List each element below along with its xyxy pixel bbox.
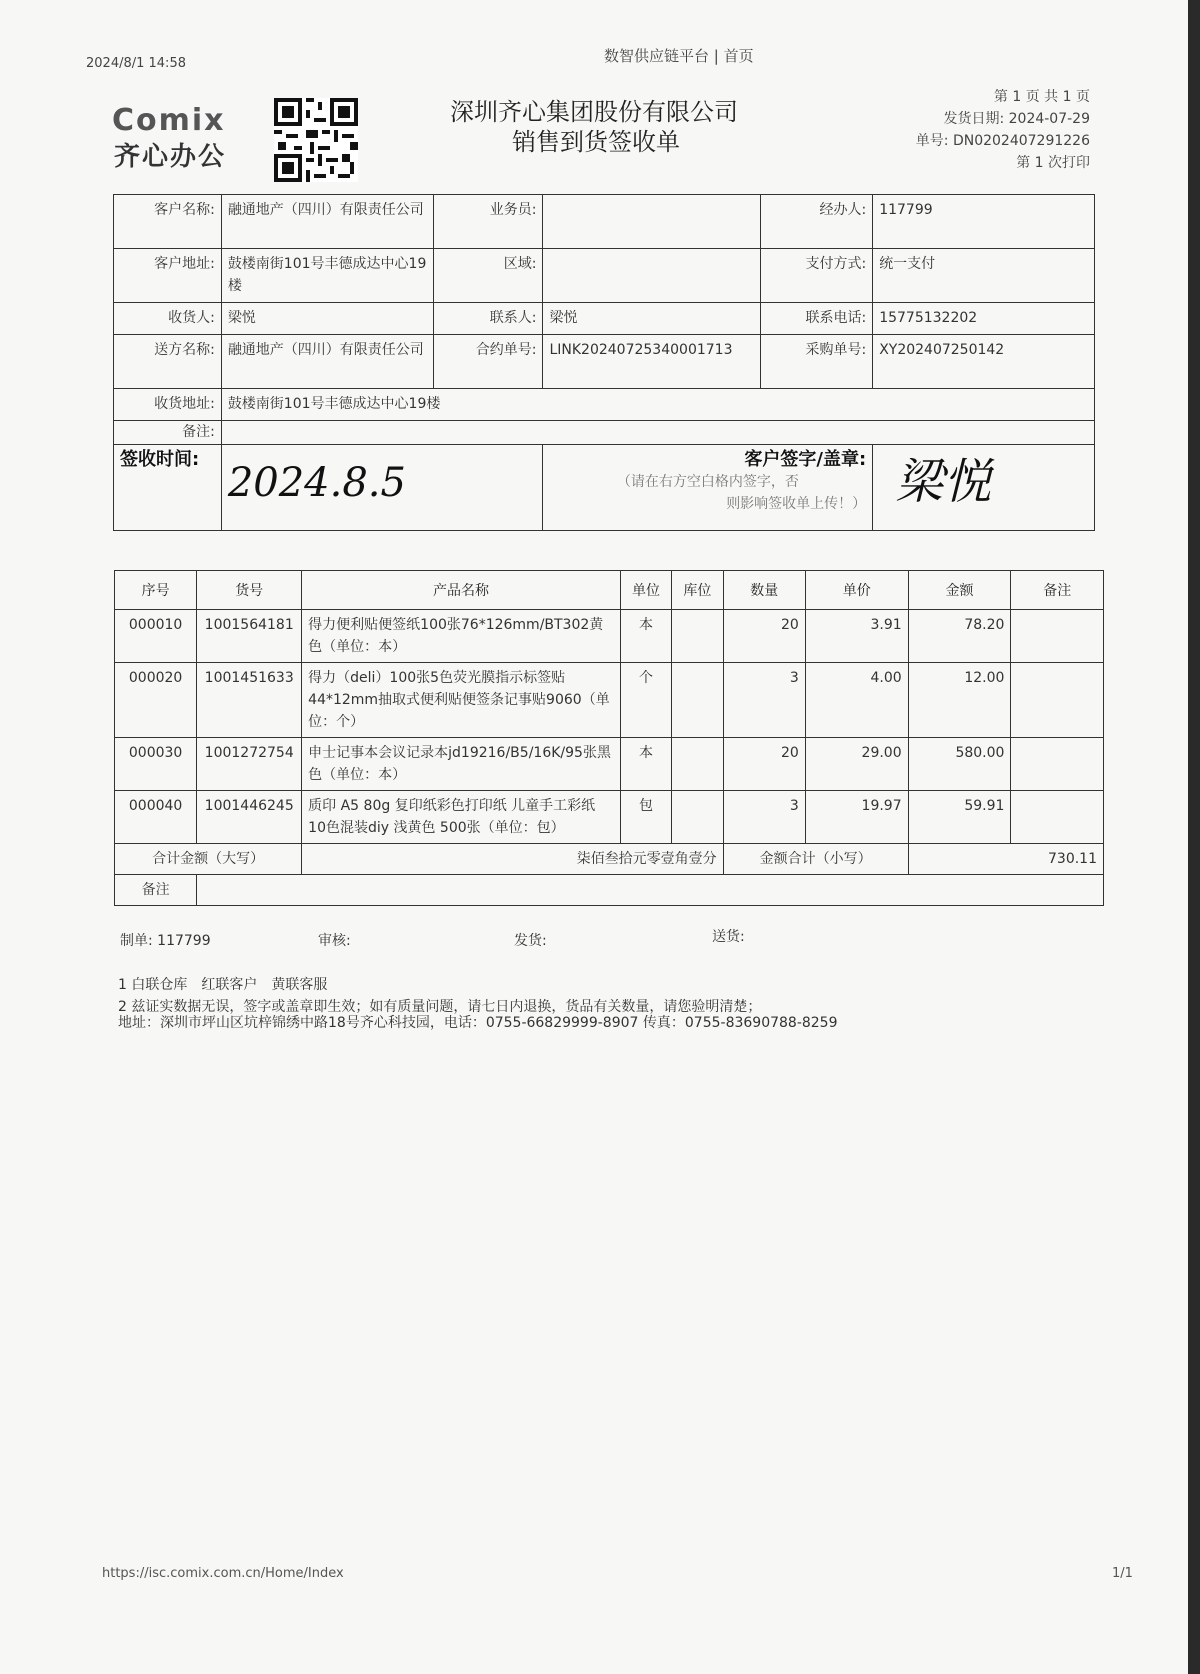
note-line-1: 1 白联仓库 红联客户 黄联客服 [118, 977, 328, 993]
logo-chinese: 齐心办公 [114, 142, 227, 172]
total-lower-value: 730.11 [908, 844, 1103, 875]
note-line-3: 地址：深圳市坪山区坑梓锦绣中路18号齐心科技园，电话：0755-66829999-8907 传真：0755-83690788-8259 [118, 1015, 838, 1031]
contact-label: 联系人: [433, 303, 543, 335]
print-time: 2024/8/1 14:58 [86, 56, 186, 71]
sign-note-1: （请在右方空白格内签字，否 [616, 474, 799, 490]
col-name: 产品名称 [302, 571, 621, 610]
delivery-address-value: 鼓楼南街101号丰德成达中心19楼 [221, 389, 1094, 421]
row-qty: 3 [723, 663, 805, 738]
customer-name-label: 客户名称: [114, 195, 222, 249]
col-amount: 金额 [908, 571, 1011, 610]
row-seq: 000010 [115, 610, 197, 663]
row-location [672, 738, 723, 791]
ship-to-label: 送方名称: [114, 335, 222, 389]
sign-time-cell [221, 445, 543, 531]
row-seq: 000040 [115, 791, 197, 844]
remark-label: 备注: [114, 421, 222, 445]
row-code: 1001272754 [197, 738, 302, 791]
ship-to-value: 融通地产（四川）有限责任公司 [221, 335, 433, 389]
delivery-address-label: 收货地址: [114, 389, 222, 421]
customer-name-value: 融通地产（四川）有限责任公司 [221, 195, 433, 249]
sign-note-2: 则影响签收单上传！） [726, 496, 867, 512]
row-qty: 20 [723, 738, 805, 791]
row-qty: 20 [723, 610, 805, 663]
row-name: 质印 A5 80g 复印纸彩色打印纸 儿童手工彩纸 10色混装diy 浅黄色 500张（单位：包） [302, 791, 621, 844]
row-location [672, 663, 723, 738]
row-amount: 59.91 [908, 791, 1011, 844]
order-number: 单号: DN0202407291226 [915, 133, 1090, 149]
print-count: 第 1 次打印 [1016, 155, 1090, 171]
total-lower-label: 金额合计（小写） [723, 844, 908, 875]
logo-text: Comix [112, 103, 226, 138]
row-code: 1001446245 [197, 791, 302, 844]
row-location [672, 791, 723, 844]
row-seq: 000020 [115, 663, 197, 738]
row-location [672, 610, 723, 663]
row-unit: 本 [620, 738, 671, 791]
sign-instruction-cell [543, 445, 873, 531]
page-count: 第 1 页 共 1 页 [993, 89, 1090, 105]
row-amount: 580.00 [908, 738, 1011, 791]
phone-value: 15775132202 [873, 303, 1095, 335]
qr-code-icon [274, 98, 358, 182]
row-code: 1001451633 [197, 663, 302, 738]
items-remark-value [197, 875, 1104, 906]
row-name: 申士记事本会议记录本jd19216/B5/16K/95张黑色（单位：本） [302, 738, 621, 791]
salesperson-label: 业务员: [433, 195, 543, 249]
phone-label: 联系电话: [761, 303, 873, 335]
col-qty: 数量 [723, 571, 805, 610]
page-url: https://isc.comix.com.cn/Home/Index [102, 1566, 344, 1581]
remark-row [115, 875, 1104, 906]
table-row [115, 610, 1104, 663]
table-row [115, 663, 1104, 738]
row-amount: 12.00 [908, 663, 1011, 738]
customer-address-label: 客户地址: [114, 249, 222, 303]
total-row [115, 844, 1104, 875]
payment-value: 统一支付 [873, 249, 1095, 303]
col-seq: 序号 [115, 571, 197, 610]
payment-label: 支付方式: [761, 249, 873, 303]
row-price: 3.91 [805, 610, 908, 663]
row-note [1011, 663, 1104, 738]
note-line-2: 2 兹证实数据无误，签字或盖章即生效；如有质量问题，请七日内退换，货品有关数量，请您验明清楚； [118, 999, 762, 1015]
col-code: 货号 [197, 571, 302, 610]
row-price: 4.00 [805, 663, 908, 738]
handwritten-signature: 梁悦 [895, 453, 992, 510]
remark-value [221, 421, 1094, 445]
row-seq: 000030 [115, 738, 197, 791]
region-value [543, 249, 761, 303]
row-code: 1001564181 [197, 610, 302, 663]
row-name: 得力（deli）100张5色荧光膜指示标签贴 44*12mm抽取式便利贴便签条记事贴9060（单位：个） [302, 663, 621, 738]
ship-field: 发货: [514, 933, 547, 949]
ship-date: 发货日期: 2024-07-29 [943, 111, 1090, 127]
sign-title: 客户签字/盖章: [744, 449, 867, 470]
col-unit: 单位 [620, 571, 671, 610]
handler-value: 117799 [873, 195, 1095, 249]
row-name: 得力便利贴便签纸100张76*126mm/BT302黄色（单位：本） [302, 610, 621, 663]
row-note [1011, 738, 1104, 791]
row-qty: 3 [723, 791, 805, 844]
platform-title: 数智供应链平台 | 首页 [604, 47, 754, 65]
contract-label: 合约单号: [433, 335, 543, 389]
info-table [113, 194, 1095, 531]
row-amount: 78.20 [908, 610, 1011, 663]
row-unit: 个 [620, 663, 671, 738]
row-note [1011, 610, 1104, 663]
items-table [114, 570, 1104, 906]
receiver-value: 梁悦 [221, 303, 433, 335]
region-label: 区域: [433, 249, 543, 303]
total-upper-label: 合计金额（大写） [115, 844, 302, 875]
maker-field: 制单: 117799 [120, 933, 211, 949]
row-unit: 包 [620, 791, 671, 844]
sign-time-label: 签收时间: [114, 445, 222, 531]
review-field: 审核: [318, 933, 351, 949]
company-title: 深圳齐心集团股份有限公司 [450, 98, 738, 126]
row-unit: 本 [620, 610, 671, 663]
row-note [1011, 791, 1104, 844]
col-price: 单价 [805, 571, 908, 610]
items-header-row [115, 571, 1104, 610]
handwritten-date: 2024.8.5 [227, 460, 406, 506]
contact-value: 梁悦 [543, 303, 761, 335]
deliver-field: 送货: [712, 929, 745, 945]
page-number: 1/1 [1112, 1566, 1133, 1581]
items-remark-label: 备注 [115, 875, 197, 906]
col-location: 库位 [672, 571, 723, 610]
contract-value: LINK20240725340001713 [543, 335, 761, 389]
table-row [115, 738, 1104, 791]
row-price: 29.00 [805, 738, 908, 791]
customer-address-value: 鼓楼南街101号丰德成达中心19楼 [221, 249, 433, 303]
handler-label: 经办人: [761, 195, 873, 249]
signature-cell [873, 445, 1095, 531]
row-price: 19.97 [805, 791, 908, 844]
purchase-label: 采购单号: [761, 335, 873, 389]
purchase-value: XY202407250142 [873, 335, 1095, 389]
table-row [115, 791, 1104, 844]
salesperson-value [543, 195, 761, 249]
receiver-label: 收货人: [114, 303, 222, 335]
document-title: 销售到货签收单 [512, 128, 680, 156]
col-note: 备注 [1011, 571, 1104, 610]
total-upper-value: 柒佰叁拾元零壹角壹分 [302, 844, 723, 875]
